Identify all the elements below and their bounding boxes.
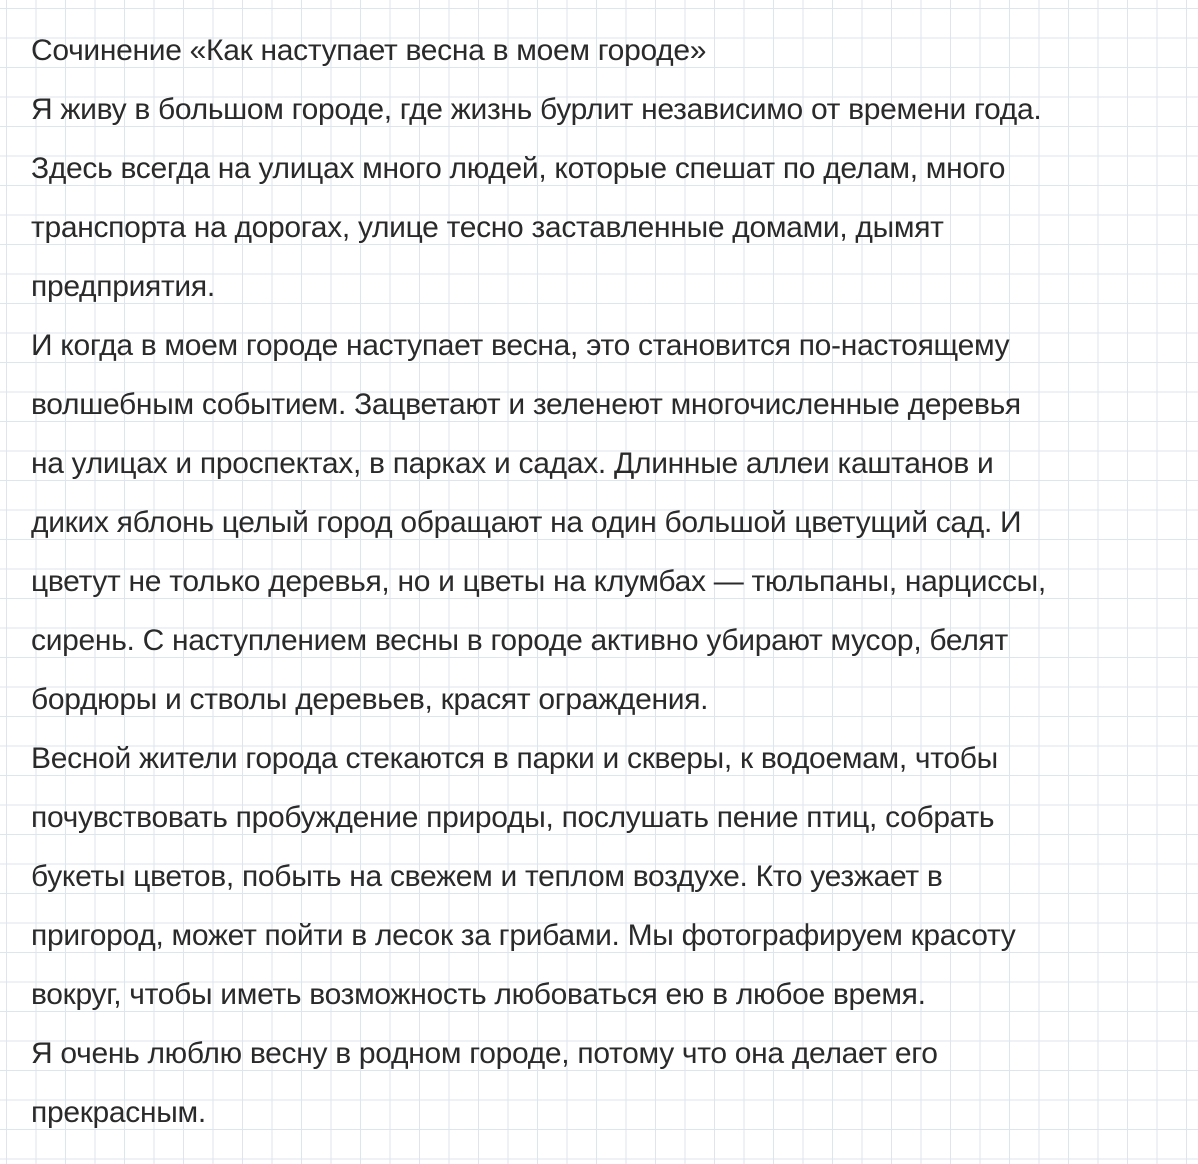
essay-title: Сочинение «Как наступает весна в моем городе» bbox=[31, 34, 707, 67]
essay-line: волшебным событием. Зацветают и зеленеют многочисленные деревья bbox=[31, 388, 1021, 421]
essay-line: почувствовать пробуждение природы, послушать пение птиц, собрать bbox=[31, 801, 995, 834]
essay-line: Я живу в большом городе, где жизнь бурлит независимо от времени года. bbox=[31, 93, 1042, 126]
essay-line: бордюры и стволы деревьев, красят ограждения. bbox=[31, 683, 709, 716]
essay-line: сирень. С наступлением весны в городе активно убирают мусор, белят bbox=[31, 624, 1008, 657]
essay-line: Здесь всегда на улицах много людей, которые спешат по делам, много bbox=[31, 152, 1006, 185]
essay-line: диких яблонь целый город обращают на один большой цветущий сад. И bbox=[31, 506, 1022, 539]
essay-document bbox=[31, 21, 1181, 1142]
essay-line: прекрасным. bbox=[31, 1096, 206, 1129]
essay-line: И когда в моем городе наступает весна, это становится по-настоящему bbox=[31, 329, 1010, 362]
essay-line: на улицах и проспектах, в парках и садах. Длинные аллеи каштанов и bbox=[31, 447, 994, 480]
essay-line: цветут не только деревья, но и цветы на клумбах — тюльпаны, нарциссы, bbox=[31, 565, 1046, 598]
essay-line: предприятия. bbox=[31, 270, 215, 303]
essay-line: букеты цветов, побыть на свежем и теплом воздухе. Кто уезжает в bbox=[31, 860, 943, 893]
essay-line: транспорта на дорогах, улице тесно заставленные домами, дымят bbox=[31, 211, 944, 244]
essay-line: вокруг, чтобы иметь возможность любоваться ею в любое время. bbox=[31, 978, 926, 1011]
essay-line: Весной жители города стекаются в парки и скверы, к водоемам, чтобы bbox=[31, 742, 998, 775]
essay-line: Я очень люблю весну в родном городе, потому что она делает его bbox=[31, 1037, 938, 1070]
essay-line: пригород, может пойти в лесок за грибами. Мы фотографируем красоту bbox=[31, 919, 1016, 952]
